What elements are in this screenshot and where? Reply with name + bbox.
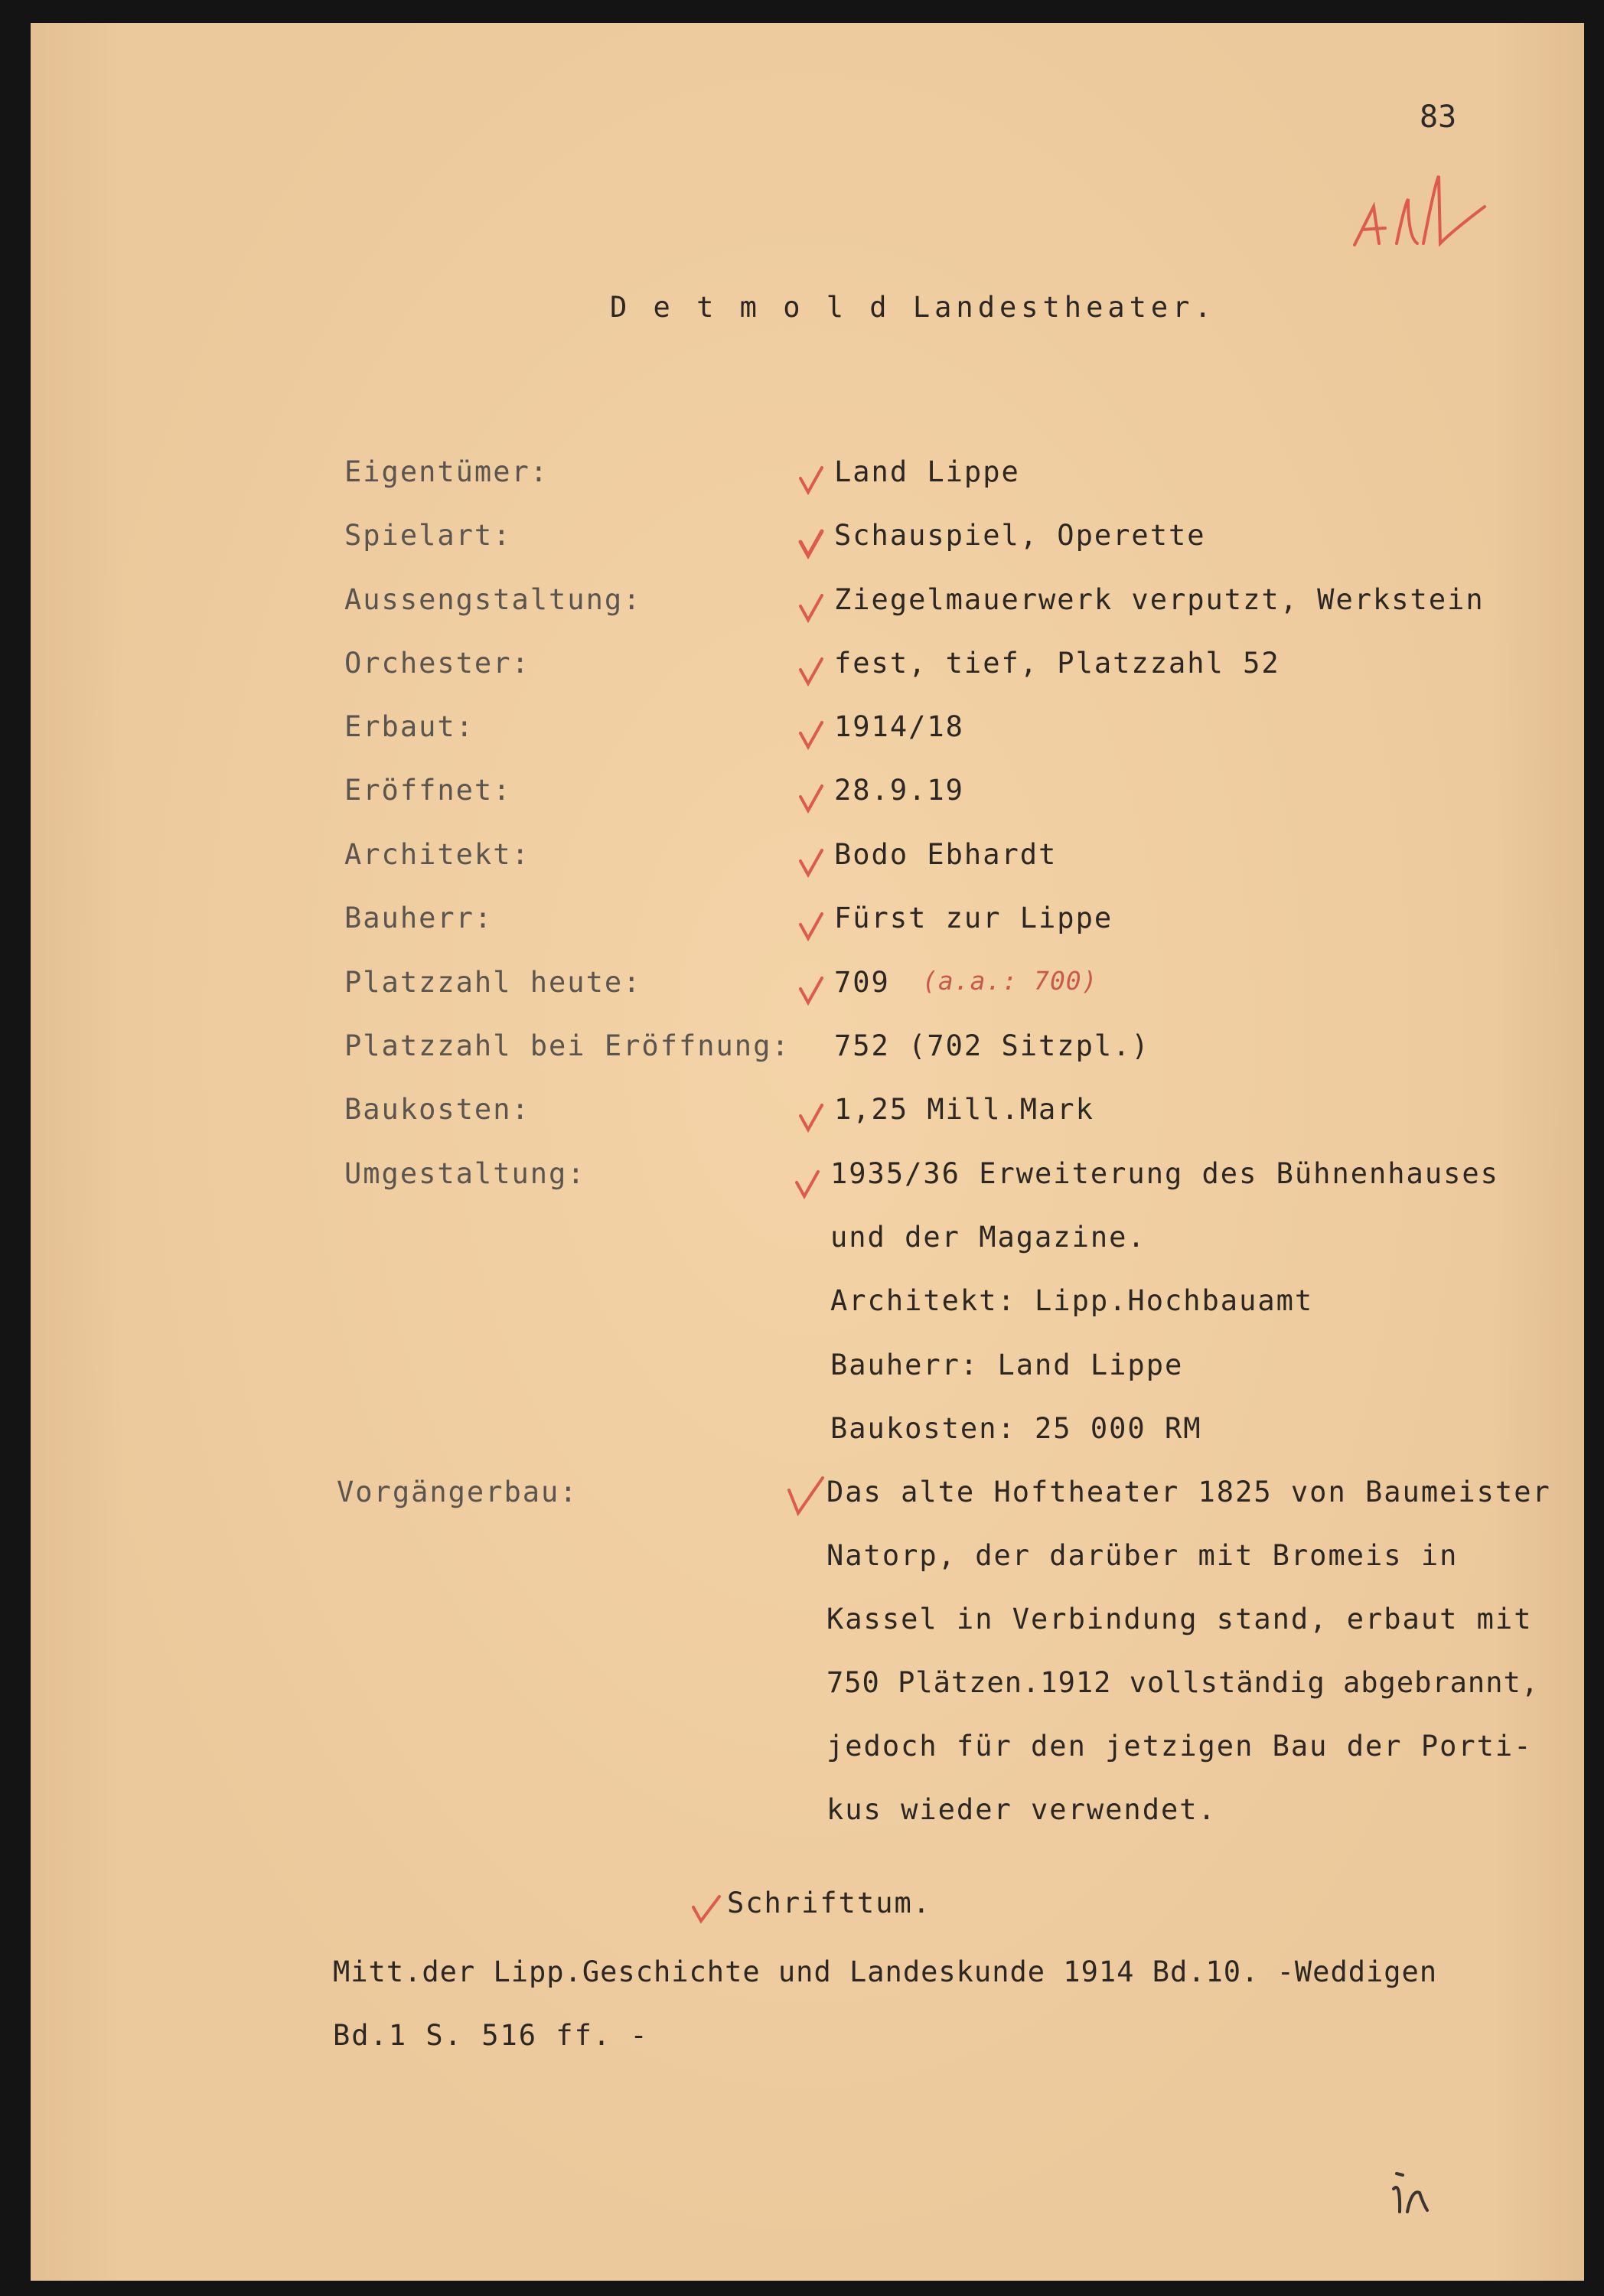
vorgaengerbau-line-1: Das alte Hoftheater 1825 von Baumeister [826, 1476, 1551, 1508]
value-baukosten: 1,25 Mill.Mark [834, 1093, 1094, 1126]
label-eroeffnet: Eröffnet: [344, 774, 512, 807]
schrifttum-line-2: Bd.1 S. 516 ff. - [333, 2019, 649, 2052]
page-number: 83 [1420, 99, 1457, 135]
document-page [31, 23, 1584, 2281]
label-vorgaengerbau: Vorgängerbau: [337, 1476, 579, 1508]
vorgaengerbau-line-2: Natorp, der darüber mit Bromeis in [826, 1539, 1459, 1572]
label-platzzahl-eroeffnung: Platzzahl bei Eröffnung: [344, 1029, 791, 1062]
red-check-icon [796, 909, 826, 944]
value-aussengestaltung: Ziegelmauerwerk verputzt, Werkstein [834, 583, 1485, 616]
red-check-icon [689, 1890, 723, 1925]
red-check-icon [796, 781, 826, 816]
label-bauherr: Bauherr: [344, 902, 494, 934]
red-check-icon [796, 1101, 826, 1135]
vorgaengerbau-line-4: 750 Plätzen.1912 vollständig abgebrannt, [826, 1666, 1540, 1699]
value-erbaut: 1914/18 [834, 710, 964, 743]
value-platzzahl-heute: 709 [834, 966, 890, 999]
red-check-icon [796, 846, 826, 880]
pencil-squiggle-mark [1381, 2158, 1450, 2227]
red-check-icon [784, 1473, 826, 1519]
vorgaengerbau-line-3: Kassel in Verbindung stand, erbaut mit [826, 1603, 1533, 1636]
value-architekt: Bodo Ebhardt [834, 838, 1058, 871]
value-bauherr: Fürst zur Lippe [834, 902, 1113, 934]
label-eigentuemer: Eigentümer: [344, 455, 549, 488]
label-architekt: Architekt: [344, 838, 530, 871]
red-check-icon [792, 1167, 823, 1202]
red-check-icon [796, 974, 826, 1008]
value-spielart: Schauspiel, Operette [834, 519, 1206, 552]
vorgaengerbau-line-6: kus wieder verwendet. [826, 1793, 1217, 1826]
umgestaltung-line-1: und der Magazine. [830, 1221, 1146, 1254]
red-check-icon [796, 654, 826, 689]
umgestaltung-line-3: Bauherr: Land Lippe [830, 1349, 1184, 1381]
red-check-icon [796, 591, 826, 625]
value-orchester: fest, tief, Platzzahl 52 [834, 647, 1280, 680]
label-spielart: Spielart: [344, 519, 512, 552]
label-erbaut: Erbaut: [344, 710, 474, 743]
label-baukosten: Baukosten: [344, 1093, 530, 1126]
schrifttum-line-1: Mitt.der Lipp.Geschichte und Landeskunde 1914 Bd.10. -Weddigen [333, 1955, 1438, 1988]
red-initials-mark [1332, 153, 1508, 268]
label-orchester: Orchester: [344, 647, 530, 680]
label-platzzahl-heute: Platzzahl heute: [344, 966, 642, 999]
schrifttum-heading: Schrifttum. [727, 1887, 932, 1919]
document-title: D e t m o l d Landestheater. [610, 291, 1216, 324]
label-aussengestaltung: Aussengstaltung: [344, 583, 642, 616]
value-umgestaltung: 1935/36 Erweiterung des Bühnenhauses [830, 1157, 1499, 1190]
label-umgestaltung: Umgestaltung: [344, 1157, 586, 1190]
vorgaengerbau-line-5: jedoch für den jetzigen Bau der Porti- [826, 1730, 1533, 1763]
red-annotation: (a.a.: 700) [922, 966, 1098, 996]
value-eigentuemer: Land Lippe [834, 455, 1020, 488]
red-check-icon [796, 463, 826, 497]
value-platzzahl-eroeffnung: 752 (702 Sitzpl.) [834, 1029, 1150, 1062]
red-check-icon [796, 527, 826, 561]
value-eroeffnet: 28.9.19 [834, 774, 964, 807]
red-check-icon [796, 718, 826, 752]
umgestaltung-line-4: Baukosten: 25 000 RM [830, 1412, 1202, 1445]
umgestaltung-line-2: Architekt: Lipp.Hochbauamt [830, 1284, 1314, 1317]
